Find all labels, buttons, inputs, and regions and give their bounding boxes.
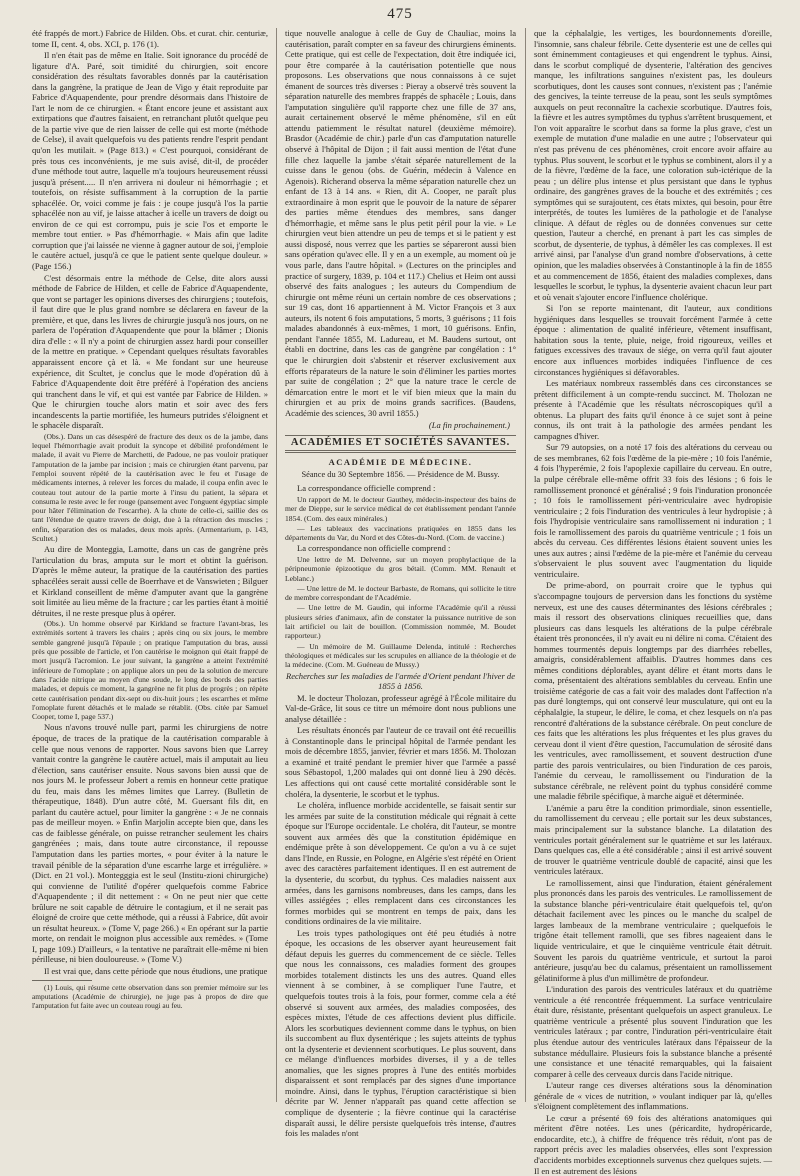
paragraph: La correspondance non officielle comprend : xyxy=(297,543,451,554)
paragraph: Le choléra, influence morbide accidentelle, se faisait sentir sur les armées par suite de la constitution médicale qui régnait à cette époque sur l'Europe occidentale. Le choléra, dit l'auteur, se montre souvent aux armées dès que la constitution épidémique en endémique prête à son développement. Ce qu'on a vu à ce sujet dans l'Inde, en Russie, en Pologne, en Algérie s'est répété en Orient avec des caractères parfaitement identiques. Il en est autrement de la dysenterie, du scorbut, du typhus. Ces maladies naissent aux armées, dans les garnisons nombreuses, dans les camps, dans les villes assiégées ; elles remplacent dans ces circonstances les formes morbides qui se montrent en temps de paix, dans les conditions ordinaires de la vie militaire. xyxy=(285,800,516,927)
paragraph: été frappés de mort.) Fabrice de Hilden. Obs. et curat. chir. centuriæ, tome II, cent. 4, obs. XCI, p. 176 (1). xyxy=(32,28,268,49)
column-middle xyxy=(285,28,516,1139)
paragraph: L'auteur range ces diverses altérations sous la dénomination générale de « vices de nutrition, » voulant indiquer par là, qu'elles s'éloignent complètement des inflammations. xyxy=(534,1080,772,1112)
paragraph: tique nouvelle analogue à celle de Guy de Chauliac, moins la cautérisation, paraît compter en sa faveur des chirurgiens éminents. Cette pratique, qui est celle de l'expectation, doit être indiquée ici, pour être comparée à la cautérisation potentielle que nous proposons. Les observations que nous connaissons à ce sujet émanent de sources très diverses : Pieray a observé très souvent la séparation naturelle des membres frappés de sphacèle ; Louis, dans l'amputation singulière qu'il rapporte chez une fille de 37 ans, aurait certainement observé le même phénomène, s'il en eût attendu patiemment le résultat naturel (deuxième mémoire). Brasdor (Académie de chir.) parle d'un cas d'amputation naturelle observé à l'hôpital de Dijon ; il fait aussi mention de l'état d'une fille chez laquelle la jambe s'était séparée naturellement de la cuisse dans le genou (obs. de Guérin, médecin à Valence en Agenois). Richerand observa la même séparation naturelle chez un enfant de 13 à 14 ans. « Rien, dit A. Cooper, ne paraît plus extraordinaire à mon esprit que le pouvoir de la nature de séparer des parties même étendues des membres, sans danger d'hémorrhagie, et même sans le plus petit péril pour la vie. » Le chirurgien veut bien attendre un peu de temps et si le patient y est aussi disposé, nous verrez que les parties se sépareront aussi bien sans opération qu'avec elle. Il y en a un exemple, au moment où je vous parle, dans l'autre hôpital. » (Lectures on the principles and practice of surgery, 1839, p. 104 et 117.) Chelius et Heim ont aussi observé des faits analogues ; les auteurs du Compendium de chirurgie ont même réuni un certain nombre de ces observations ; sur 19 cas, dont 16 appartiennent à M. Victor François et 3 aux auteurs, ils notent 6 fois amputations, 5 morts, 3 guérisons ; 11 fois malades abandonnés à eux-mêmes, 1 mort, 10 guérisons. Enfin, pendant l'année 1855, M. Ladureau, et M. Baudens surtout, ont établi en doctrine, dans les cas de gangrène par congélation : 1° que le chirurgien doit s'abstenir et réserver exclusivement aux efforts réparateurs de la nature le soin d'éliminer les parties mortes par suite de congélation ; 2° que la nature trace le cercle de démarcation entre le mort et le vif bien mieux que la main du chirurgien et au prix de moins grands sacrifices. (Baudens, Académie des sciences, 30 avril 1855.) xyxy=(285,28,516,418)
paragraph: De prime-abord, on pourrait croire que le typhus qui s'accompagne toujours de perversion dans les fonctions du système nerveux, est une des causes déterminantes des lésions cérébrales ; mais il ressort des observations cliniques recueillies que, dans plusieurs cas dans lesquels les altérations de la pulpe cérébrale étaient très prononcées, il n'y avait eu ni délire ni coma. C'étaient des hommes tourmentés depuis longtemps par des diarrhées rebelles, amaigris, considérablement affaiblis. D'autres hommes dans ces mêmes conditions déplorables, ayant délire et étant morts dans le coma, présentaient des altérations semblables du cerveau. Enfin une troisième catégorie de cas a fait voir des malades dont l'affection n'a pas duré longtemps, qui ont conservé leur musculature, qui ont eu la céphalalgie, la stupeur, le délire, le coma, et chez lesquels on n'a pas rencontré d'altérations de la substance cérébrale. On peut conclure de ces faits que les altérations les plus fréquentes et les plus graves du cerveau dont il vient d'être question, l'accumulation de sérosité dans les ventricules, avec ramollissement, et souvent destruction d'une partie des parois ventriculaires, ou bien l'induration de ces parois, l'anémie du cerveau, le ramollissement ou l'induration de la substance cérébrale, ne relèvent point du typhus considéré comme une maladie fébrile spécifique, à marche aiguë et déterminée. xyxy=(534,580,772,802)
paragraph: Il est vrai que, dans cette période que nous étudions, une pratique xyxy=(44,966,268,977)
session-header: Séance du 30 Septembre 1856. — Présidence de M. Bussy. xyxy=(301,469,500,479)
paragraph: Au dire de Monteggia, Lamotte, dans un cas de gangrène près l'articulation du bras, amputa sur le mort et obtint la guérison. D'après le même auteur, la pratique de la cautérisation des parties sphacélées serait aussi celle de Boerrhave et de Vanswieten ; Bilguer et Kirkland conseillent de même d'amputer avant que la gangrène soit limitée au lieu même de la fracture ; car les parties étant à moitié détruites, il ne reste presque plus à opérer. xyxy=(32,544,268,618)
section-double-rule xyxy=(285,450,516,453)
section-rule xyxy=(285,435,516,436)
paragraph: La correspondance officielle comprend : xyxy=(297,483,436,494)
paragraph: que la céphalalgie, les vertiges, les bourdonnements d'oreille, l'insomnie, sans chaleur fébrile. Cette dysenterie est une de celles qui sont éminemment contagieuses et qui engendrent le typhus. Ainsi, dans le scorbut compliqué de dysenterie, l'altération des gencives manque, les infiltrations sanguines n'existent pas, les douleurs scorbutiques, dont les causes sont connues, n'existent pas ; l'anémie des gencives, la teinte terreuse de la peau, sont les seuls symptômes auxquels on peut reconnaître la cachexie scorbutique. D'autres fois, la fièvre et les autres symptômes du typhus s'arrêtent brusquement, et l'on voit apparaître le scorbut dans sa forme la plus grave, c'est un exemple de mutation d'une maladie en une autre ; l'observateur qui n'est pas prévenu de ces phénomènes, croit encore avoir affaire au typhus. Plus souvent, le scorbut et le typhus se combinent, alors il y a de la fièvre, l'œdème de la face, une coloration sub-ictérique de la peau ; un délire plus intense et plus persistant que dans le typhus ordinaire, des gangrènes graves de la bouche et des extrémités ; ces symptômes qui se surajoutent, ces états mixtes, qui besoin, pour être interprétés, de toutes les lumières de la pathologie et de l'analyse clinique. A défaut de règles ou de données convenues sur cette question, l'auteur a cherché, en prenant à part les cas simples de scorbut, de dysenterie, de typhus, à démêler les cas complexes. Il est arrivé ainsi, par l'analyse d'un grand nombre d'observations, à cette opinion, que les maladies observées à Constantinople à la fin de 1855 et au commencement de 1856, étaient des maladies complexes, dans lesquelles le scorbut, le typhus, la dysenterie avaient chacun leur part et où venait s'ajouter encore l'influence cholérique. xyxy=(534,28,772,302)
paragraph: Les trois types pathologiques ont été peu étudiés à notre époque, les occasions de les observer ayant heureusement fait défaut depuis les guerres du commencement de ce siècle. Telles que nous les connaissons, ces maladies forment des groupes morbides totalement distincts les uns des autres. Quand elles viennent à se combiner, à se compliquer l'une l'autre, et quelquefois toutes trois à la fois, pour former, comme cela a été observé si souvent aux armées, des maladies composées, des espèces mixtes, l'étude de ces affections devient plus difficile. Alors les scorbutiques deviennent comme dans le typhus, on bien ils succombent au flux dysentérique ; les sujets atteints de typhus ont la dysenterie et deviennent scorbutiques. Le plus souvent, dans ce mélange d'influences morbides diverses, il y a de telles anomalies, que les signes propres à l'une des entités morbides disparaissent et sont remplacés par des signes d'une importance moindre. Ainsi, dans le typhus, l'éruption caractéristique si bien décrite par W. Jenner n'apparaît pas quand cette affection se complique de dysenterie ; la fièvre continue qui la caractérise disparaît aussi, le délire persiste quelquefois très intense, d'autres fois les malades n'ont xyxy=(285,927,516,1139)
memoir-title: Recherches sur les maladies de l'armée d'Orient pendant l'hiver de 1855 à 1856. xyxy=(286,670,515,692)
section-title: ACADÉMIES ET SOCIÉTÉS SAVANTES. xyxy=(290,436,511,448)
column-rule-left xyxy=(276,28,277,1102)
paragraph: M. le docteur Tholozan, professeur agrégé à l'École militaire du Val-de-Grâce, lit sous ce titre un mémoire dont nous publions une analyse détaillée : xyxy=(285,692,516,724)
column-right xyxy=(534,28,772,1176)
paragraph: Si l'on se reporte maintenant, dit l'auteur, aux conditions hygiéniques dans lesquelles se trouvait forcément l'armée à cette époque : alimentation de qualité inférieure, vêtement insuffisant, habitation sous la tente, pluie, neige, froid rigoureux, veilles et fatigues excessives des travaux de siége, on verra qu'il faut ajouter encore aux influences morbides indiquées l'influence de ces circonstances hygiéniques si défavorables. xyxy=(534,303,772,377)
paragraph: Le cœur a présenté 69 fois des altérations anatomiques qui méritent d'être notées. Les unes (péricardite, hydropéricarde, endocardite, etc.), à chiffre de fréquence très réduit, n'ont pas de rapport précis avec les maladies observées, elles sont l'expression d'accidents morbides exceptionnels survenus chez quelques sujets. — Il en est autrement des lésions xyxy=(534,1112,772,1176)
paragraph: L'induration des parois des ventricules latéraux et du quatrième ventricule a été rencontrée fréquemment. La surface ventriculaire était dure, résistante, présentant quelquefois un aspect granuleux. Le quatrième ventricule a présenté plus souvent l'induration que les ventricules latéraux ; par contre, l'induration péri-ventriculaire était plus étendue autour des ventricules latéraux dans l'épaisseur de la substance médullaire. Plusieurs fois la substance blanche a présenté une consistance et une ténacité remarquables, qui la faisaient comparer à celle des cerveaux durcis dans l'acide nitrique. xyxy=(534,984,772,1079)
paragraph: Les matériaux nombreux rassemblés dans ces circonstances se prêtent difficilement à un compte-rendu succinct. M. Tholozan ne présente à l'Académie que les résultats nécroscopiques qu'il a obtenus. La plupart des faits qu'il énonce à ce sujet sont à peine connus, ils ont trait à la pathologie des armées pendant les campagnes d'hiver. xyxy=(534,378,772,441)
paragraph: — Une lettre de M. le docteur Barbaste, de Romans, qui sollicite le titre de membre correspondant de l'Académie. xyxy=(285,583,516,603)
footnote: (1) Louis, qui résume cette observation dans son premier mémoire sur les amputations (Académie de chirurgie), ne juge pas à propos de dire que l'amputation fut faite avec un couteau rougi au feu. xyxy=(32,982,268,1010)
paragraph: Nous n'avons trouvé nulle part, parmi les chirurgiens de notre époque, de traces de la pratique de la cautérisation comparable à celle que nous venons de rapporter. Nous savons bien que Larrey vantait contre la gangrène le cautère actuel, mais il amputait au lieu d'élection, sans cautériser ensuite. Nous savons bien aussi que de nos jours M. le professeur Jobert a remis en honneur cette pratique du feu, mais dans les mêmes limites que Larrey. (Bulletin de thérapeutique, 1848). D'un autre côté, M. Guersant fils dit, en parlant du cautère actuel, pour limiter la gangrène : « Je ne connais pas de meilleur moyen. » Enfin Marjolin accepte bien que, dans les cas de faiblesse générale, on puisse retrancher seulement les chairs gangrénées ; mais, dans toute autre circonstance, il repousse l'amputation dans les parties mortes, « pour éviter à la nature le travail pénible de la séparation d'une escarrhe large et irrégulière. » (Dict. en 21 vol.). Montegggia est le seul (Institu-zioni chirurgiche) qui convienne de l'utilité d'opérer quelquefois comme Fabrice d'Aquapendente ; il dit nettement : « On ne peut nier que cette brûlure ne soit capable de détruire le contagium, et il ne serait pas éloigné de croire que cette méthode, qui a réussi à Fabrice, dût avoir un résultat heureux. » (Tome V, page 266.) « En opérant sur la partie morte, on rendait le moignon plus accessible aux remèdes. » (Tome I, page 109.) D'ailleurs, « la tentative ne paraîtrait elle-même ni bien périlleuse, ni bien douloureuse. » (Tome V.) xyxy=(32,722,268,965)
paragraph: Il n'en était pas de même en Italie. Soit ignorance du procédé de ligature d'A. Paré, soit timidité du chirurgien, soit encore considération des résultats favorables donnés par la cautérisation dans la gangrène, la pratique de Jean de Vigo y était reproduite par Fabrice d'Aquapendente, pour prendre désormais dans l'histoire de l'art le nom de ce chirurgien. « Étant encore jeune et assistant aux extirpations que d'autres faisaient, en retranchant plutôt quelque peu de la partie vive que de rien laisser de celle qui est morte (méthode de Celse), il avait quelquefois vu des patients rendre l'esprit pendant qu'on les mutilait. » (Page 813.) « C'est pourquoi, considérant de près tous ces inconvénients, je me suis avisé, dit-il, de procéder d'une méthode tout autre, laquelle m'a toujours heureusement réussi jusqu'à présent..... Il n'en arrivera ni douleur ni hémorrhagie ; et toutefois, on résiste suffisamment à la corruption de la partie sphacélée. Or, voici comme je fais : je coupe jusqu'à l'os la partie sphacélée non au vif, je laisse attacher à icelle un travers de doigt ou environ de ce qui est corrompu, puis je scie l'os et emporte le membre tout entier. » Pas d'hémorrhagie. « Mais afin que ladite corruption que j'ai laissée ne vienne à gagner autour de soi, j'emploie le cautère actuel, jusqu'à ce que le patient sente quelque douleur. » (Page 156.) xyxy=(32,50,268,272)
paragraph: Un rapport de M. le docteur Gauthey, médecin-inspecteur des bains de mer de Dieppe, sur le service médical de cet établissement pendant l'année 1854. (Com. des eaux minérales.) xyxy=(285,494,516,523)
paragraph: — Les tableaux des vaccinations pratiquées en 1855 dans les départements du Var, du Nord et des Côtes-du-Nord. (Com. de vaccine.) xyxy=(285,523,516,543)
paragraph: Les résultats énoncés par l'auteur de ce travail ont été recueillis à Constantinople dans le principal hôpital de l'armée pendant les mois de décembre 1855, janvier, février et mars 1856. M. Tholozan a examiné et traité pendant le premier hiver que l'armée a passé sous Sébastopol, 1,200 malades qui ont donné lieu à 290 décès. Les affections qui ont causé cette mortalité considérable sont le choléra, la dysenterie, le scorbut et le typhus. xyxy=(285,725,516,799)
paragraph: Une lettre de M. Delvenne, sur un moyen prophylactique de la péripneumonie épizootique du gros bétail. (Comm. MM. Renault et Leblanc.) xyxy=(285,555,516,583)
footnote-rule xyxy=(32,980,92,981)
column-left xyxy=(32,28,268,1102)
column-rule-right xyxy=(525,28,526,1102)
paragraph: C'est désormais entre la méthode de Celse, dite alors aussi méthode de Fabrice de Hilden, et celle de Fabrice d'Aquapendente, que vont se partager les opinions diverses des chirurgiens ; toutefois, il faut dire que le plus grand nombre se déclarera en faveur de la première, et que, dans les livres de chirurgie jusqu'à nos jours, on ne parlera de l'opération d'Aquapendente que pour la blâmer ; Dionis dira d'elle : « Il n'y a point de chirurgien assez hardi pour conseiller de la mettre en pratique. » Cependant quelques résultats favorables apparaissent encore çà et là. « Me fondant sur une heureuse expérience, dit Scultet, je conclus que le mode d'opération dû à Fabrice d'Aquapendente doit être préféré à l'opération des anciens qui tranchent dans le vif, et qui est vantée par Fabrice de Hilden. » Que le chirurgien touche alors matin et soir avec des fers incandescents la partie mortifiée, les humeurs putrides s'éloignent et le sphacèle disparaît. xyxy=(32,272,268,431)
paragraph: Sur 79 autopsies, on a noté 17 fois des altérations du cerveau ou de ses membranes, 62 fois l'œdème de la pie-mère ; 10 fois l'anémie, 4 fois l'hyperémie, 2 fois l'apoplexie capillaire du cerveau. En outre, la pulpe cérébrale elle-même offrit 33 fois des lésions ; 6 fois le ramollissement prononcé et généralisé ; 9 fois l'induration prononcée ; 10 fois le ramollissement péri-ventriculaire avec hydropisie ventriculaire ; 2 fois l'induration des ventricules à leur hydropisie ; à fois l'hydropisie ventriculaire sans ramollissement ni induration ; 1 fois le ramollissement des parois du quatrième ventricule ; 1 fois un abcès du cerveau. Ces différentes lésions étaient souvent unies les unes aux autres ; ainsi l'œdème de la pie-mère et l'anémie du cerveau s'observaient le plus souvent avec l'augmentation du liquide ventriculaire. xyxy=(534,442,772,579)
paragraph: Le ramollissement, ainsi que l'induration, étaient généralement plus prononcés dans les parois des ventricules. Le ramollissement de la substance blanche péri-ventriculaire était quelquefois tel, qu'on détachait facilement avec les pinces ou le manche du scalpel de larges lambeaux de la membrane ventriculaire ; quelquefois le trigône était tellement ramolli, que ses fibres nageaient dans le liquide ventriculaire, et que le cinquième ventricule était détruit. Souvent les parois du quatrième ventricule, et surtout la paroi antérieure, jusqu'au bec du calamus, présentaient un ramollissement gélatiniforme à plus d'un millimètre de profondeur. xyxy=(534,877,772,983)
paragraph: (Obs.). Un homme observé par Kirkland se fracture l'avant-bras, les extrémités sortent à travers les chairs ; après cinq ou six jours, le membre semble gangrené jusqu'à l'épaule ; on pratique l'amputation du bras, aussi près que possible de l'article, et l'on cautérise le moignon qui était frappé de mort jusqu'à l'acromion. Le jour suivant, la gangrène a atteint l'extrémité inférieure de l'omoplate ; on applique alors un peu de la solution de mercure dans l'acide nitrique au moyen d'une soude, le long des bords des parties malades, et depuis ce moment, la gangrène ne fit plus de progrès ; on répète cette cautérisation pendant dix-sept ou dix-huit jours ; les escarrhes et même l'omoplate furent détachés et le malade se rétablit. (Obs. citée par Samuel Cooper, tome I, page 537.) xyxy=(32,619,268,722)
paragraph: — Une lettre de M. Gaudin, qui informe l'Académie qu'il a réussi plusieurs séries d'animaux, afin de constater la puissance nutritive de son lait artificiel ou lait de bouillon. (Commission nommée, M. Boudet rapporteur.) xyxy=(285,603,516,641)
continuation-note: (La fin prochainement.) xyxy=(428,420,510,431)
paragraph: (Obs.). Dans un cas désespéré de fracture des deux os de la jambe, dans lequel l'hémorrhagie avait produit la syncope et débilité profondément le malade, il avait vu Pierre de Marchetti, de Padoue, ne pas vouloir pratiquer l'amputation de la jambe par incision ; mais ce chirurgien étant parvenu, par l'emploi souvent répété de la cautérisation avec le feu et l'usage de médicaments internes, à relever les forces du malade, il coupa enfin avec le couteau tout autour de la partie morte à l'insu du patient, la sépara et consuma le reste avec le fer rouge (pansement avec l'onguent égyptiac simple pour hâter l'élimination de l'escarrhe). A la chute de celle-ci, saillie des os tant l'étendue de quatre travers de doigt, due à la rétraction des muscles ; enfin, séparation des os malades, deux mois après. (Armentarium, p. 143, Scultet.) xyxy=(32,431,268,544)
paragraph: L'anémie a paru être la condition primordiale, sinon essentielle, du ramollissement du cerveau ; elle portait sur les deux substances, mais principalement sur la substance blanche. La dilatation des ventricules portait généralement sur le quatrième et sur les latéraux. Dans quelques cas, elle a été considérable ; ainsi il est arrivé souvent de trouver le quatrième ventricule doublé de capacité, ainsi que les ventricules latéraux. xyxy=(534,802,772,877)
subsection-title: ACADÉMIE DE MÉDECINE. xyxy=(328,457,473,468)
page-number: 475 xyxy=(387,6,413,22)
paragraph: — Un mémoire de M. Guillaume Delenda, intitulé : Recherches théologiques et médicales sur les scrupules en alliance de la théologie et de la médecine. (Com. M. Guéneau de Mussy.) xyxy=(285,641,516,670)
